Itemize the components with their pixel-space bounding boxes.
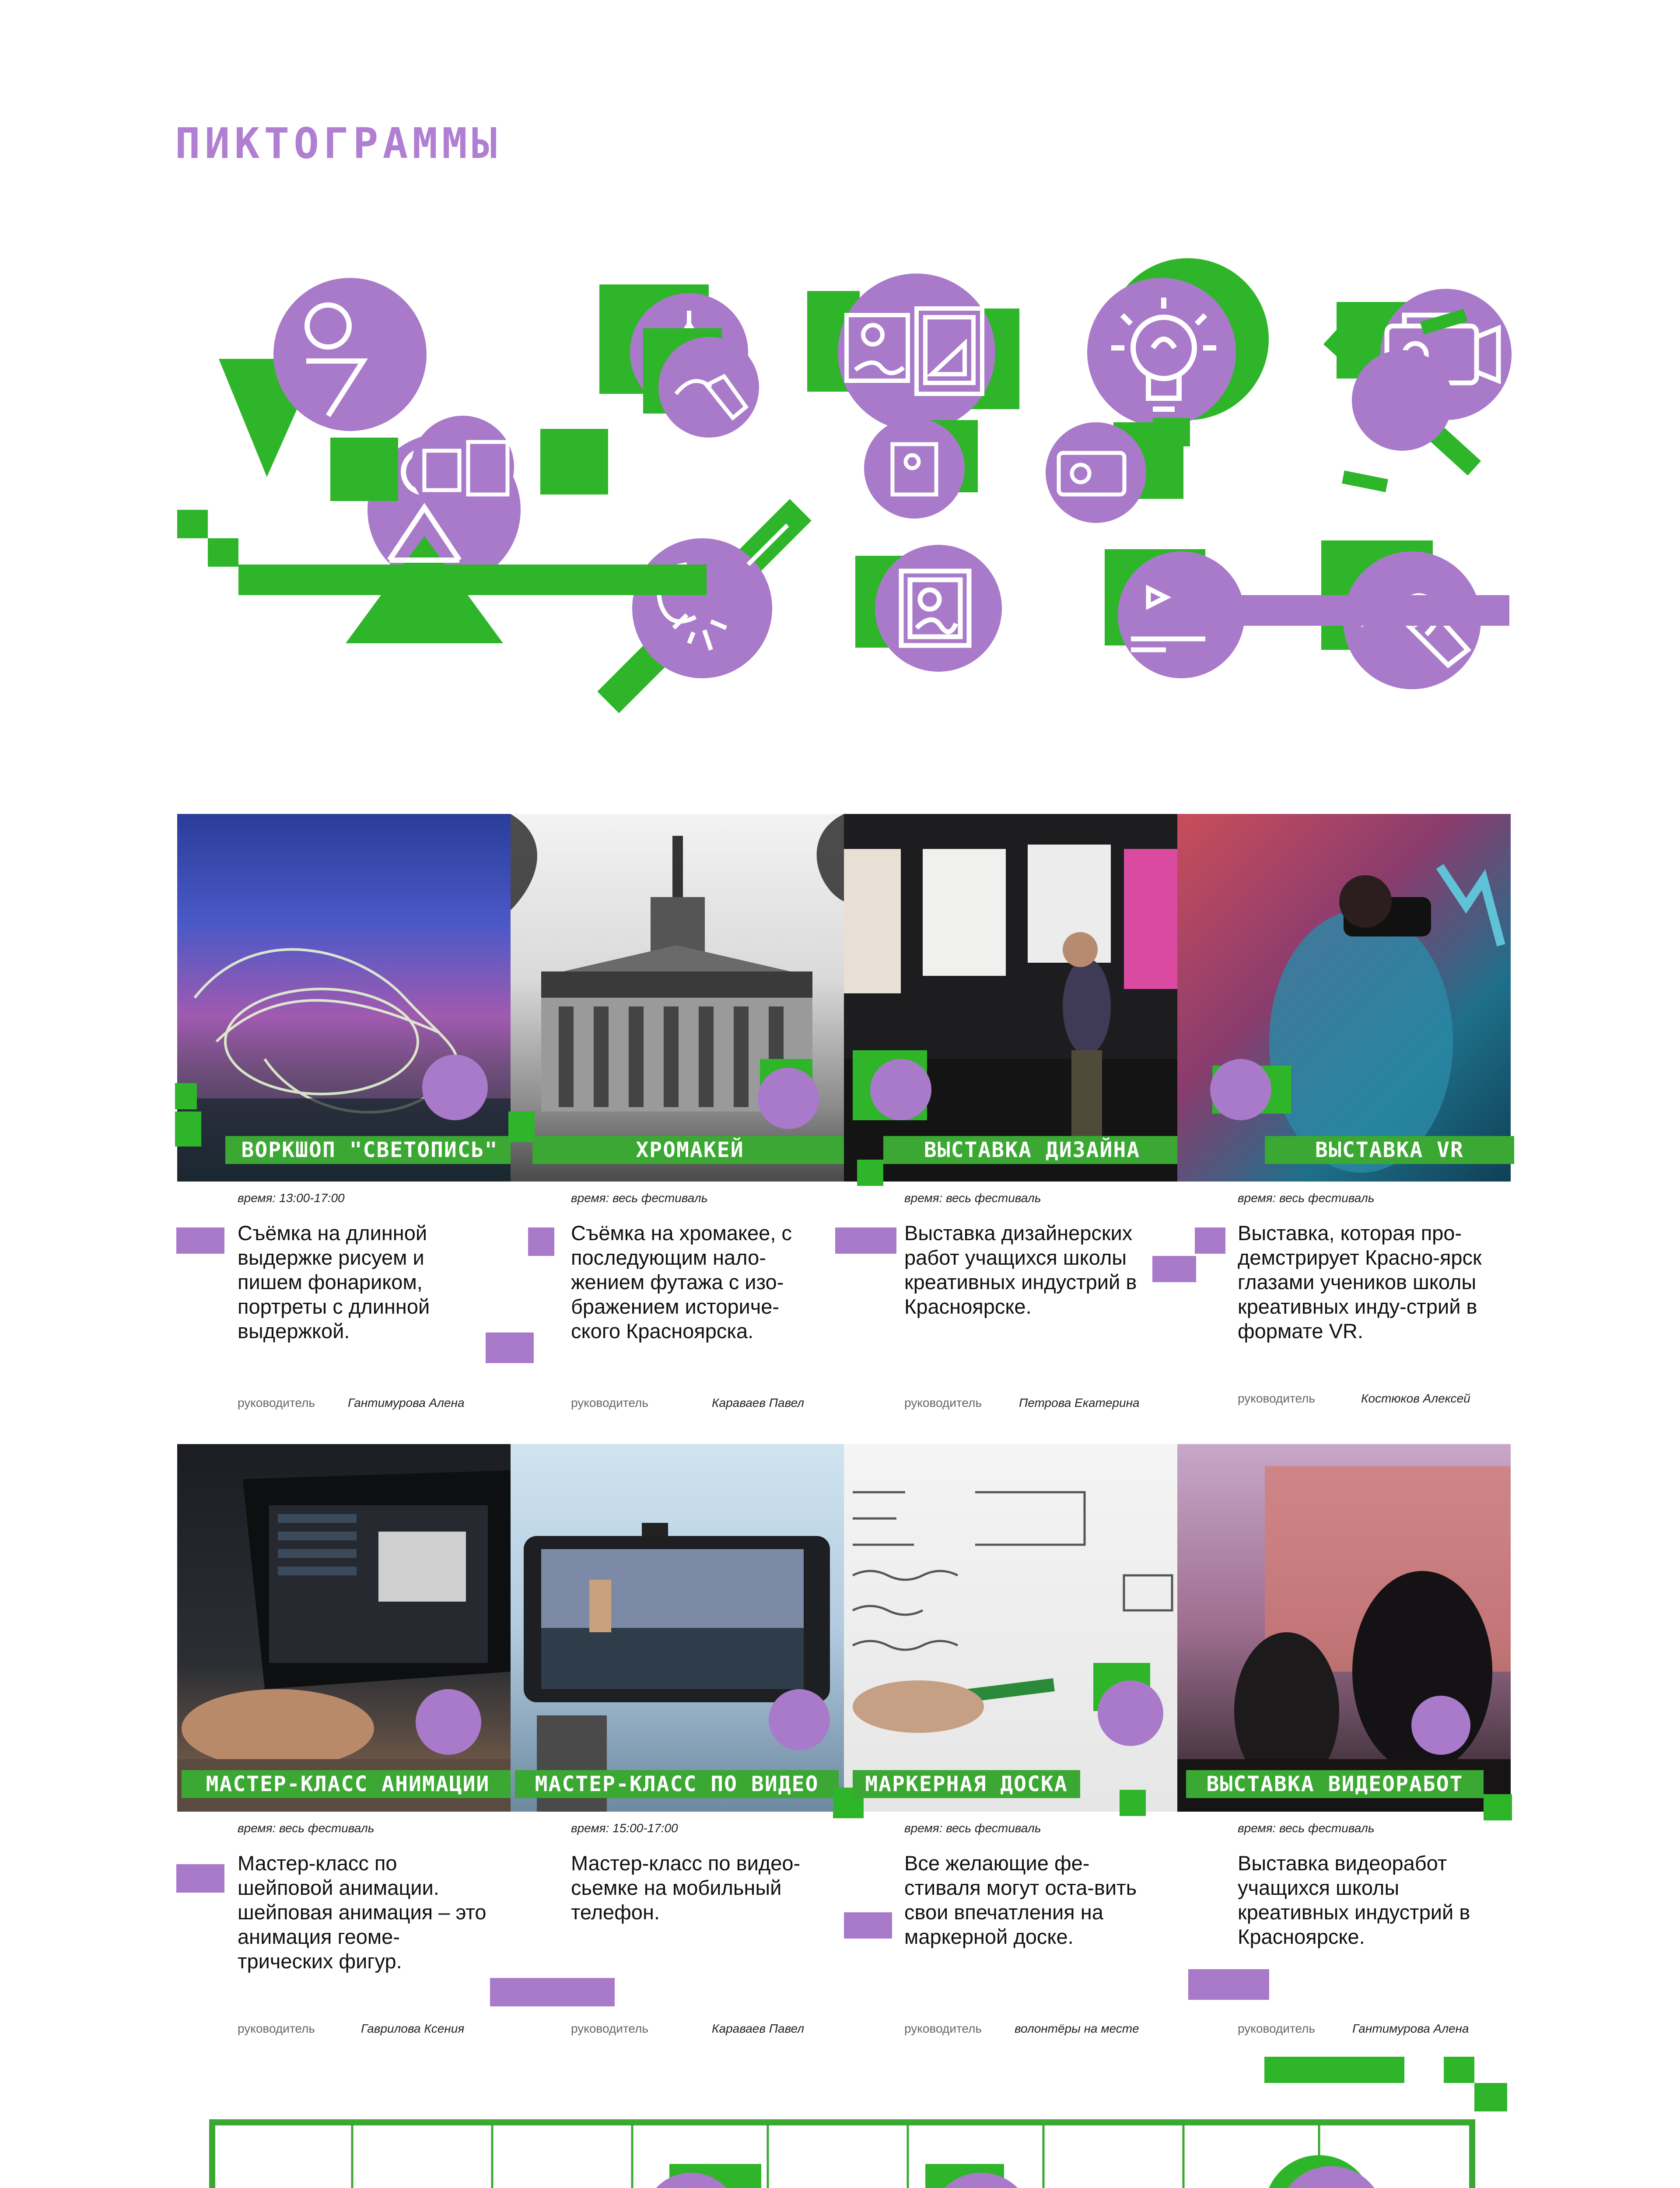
leader-label: руководитель [1238,2022,1315,2035]
event-description: Выставка видеоработ учащихся школы креативных индустрий в Красноярске. [1238,1851,1470,1948]
leader-name: волонтёры на месте [1015,2022,1139,2035]
event-time: время: весь фестиваль [1238,1191,1375,1205]
lightbulb-icon [1278,2166,1385,2188]
leader-label: руководитель [1238,1392,1315,1405]
event-description: Съёмка на длинной выдержке рисуем и пишем фонариком, портреты с длинной выдержкой. [238,1221,430,1343]
event-title: ВЫСТАВКА ВИДЕОРАБОТ [1186,1770,1484,1798]
event-title: МАСТЕР-КЛАСС АНИМАЦИИ [182,1770,514,1798]
event-description: Мастер-класс по шейповой анимации. шейповая анимация – это анимация геоме-трических фигур. [238,1851,486,1973]
camera-icon [1046,422,1146,523]
leader-name: Караваев Павел [712,2022,805,2035]
event-description: Выставка, которая про-демстрирует Красно-ярск глазами учеников школы креативных инду-стрий в формате VR. [1238,1221,1482,1343]
light-pen-icon [1321,319,1483,481]
event-title: ХРОМАКЕЙ [532,1136,847,1164]
leader-name: Петрова Екатерина [1019,1396,1140,1410]
leader-name: Гантимурова Алена [348,1396,465,1410]
video-icon [930,2173,1032,2188]
event-photo [511,1444,844,1812]
picture-icon [864,418,965,519]
event-photo [177,1444,511,1812]
event-description: Все желающие фе-стиваля могут оста-вить свои впечатления на маркерной доске. [904,1851,1137,1948]
event-title: ВЫСТАВКА ДИЗАЙНА [883,1136,1181,1164]
event-photo [1177,814,1511,1182]
events-section [0,814,1680,2083]
event-time: время: 15:00-17:00 [571,1821,678,1835]
leader-label: руководитель [571,1396,648,1410]
leader-label: руководитель [904,1396,982,1410]
leader-name: Костюков Алексей [1361,1392,1470,1405]
layout-grid [0,2057,1680,2188]
event-time: время: 13:00-17:00 [238,1191,345,1205]
event-time: время: весь фестиваль [904,1821,1041,1835]
leader-label: руководитель [238,2022,315,2035]
event-time: время: весь фестиваль [1238,1821,1375,1835]
marker-icon [658,337,759,438]
gallery-icon [411,416,514,519]
leader-name: Гантимурова Алена [1352,2022,1469,2035]
event-time: время: весь фестиваль [238,1821,374,1835]
leader-name: Гаврилова Ксения [361,2022,465,2035]
event-title: МАРКЕРНАЯ ДОСКА [853,1770,1080,1798]
event-photo [844,814,1177,1182]
leader-name: Караваев Павел [712,1396,805,1410]
event-photo [844,1444,1177,1812]
event-photo [177,814,511,1182]
event-photo [1177,1444,1511,1812]
event-time: время: весь фестиваль [571,1191,708,1205]
event-title: МАСТЕР-КЛАСС ПО ВИДЕО [515,1770,839,1798]
leader-label: руководитель [238,1396,315,1410]
tower-icon [643,2173,739,2188]
event-description: Выставка дизайнерских работ учащихся школы креативных индустрий в Красноярске. [904,1221,1137,1318]
leader-label: руководитель [571,2022,648,2035]
event-title: ВОРКШОП "СВЕТОПИСЬ" [225,1136,514,1164]
event-description: Мастер-класс по видео-сьемке на мобильный телефон. [571,1851,801,1924]
leader-label: руководитель [904,2022,982,2035]
event-title: ВЫСТАВКА VR [1265,1136,1514,1164]
event-description: Съёмка на хромакее, с последующим нало-жением футажа с изо-бражением историче-ского Красноярска. [571,1221,792,1343]
page-title: ПИКТОГРАММЫ [175,119,501,168]
event-time: время: весь фестиваль [904,1191,1041,1205]
